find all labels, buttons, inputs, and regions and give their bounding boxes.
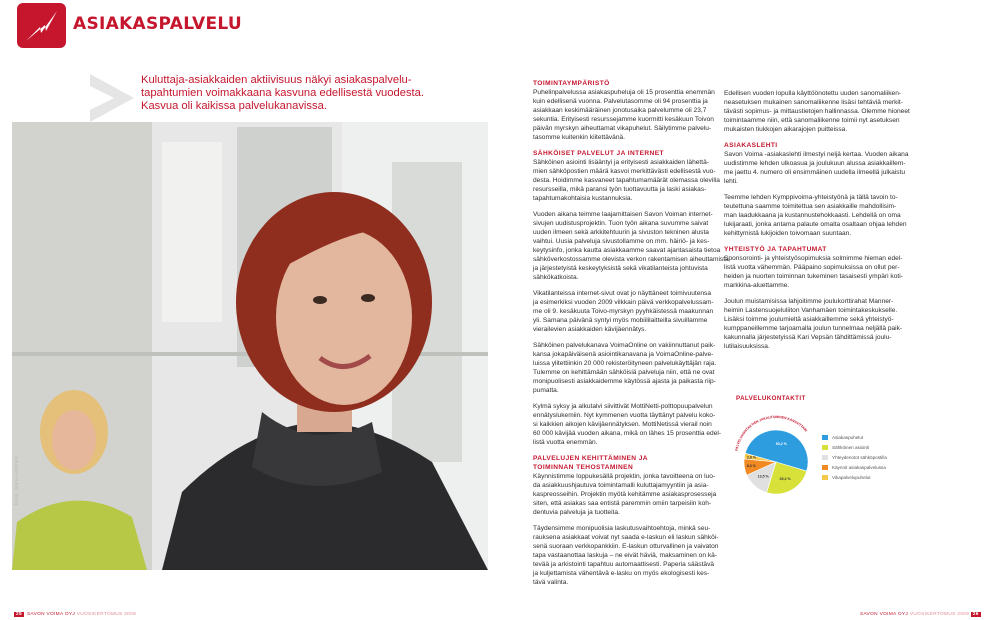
footer-report: VUOSIKERTOMUS 2009 [909,612,970,617]
text-line: uudistimme lehden ulkoasua ja joulukuun alussa asiakkaillem- [724,160,906,167]
pie-slice-label: 13,5 % [757,474,769,479]
text-line: Kylmä syksy ja alkutalvi siivittivät MottiNetti-polttopuupalvelun [533,403,713,410]
text-line: kuin edellisenä vuonna. Palvelutasomme oli 94 prosenttia ja [533,98,708,105]
text-line: Puhelinpalvelussa asiakaspuheluja oli 15 prosenttia enemmän [533,89,715,96]
text-line: kumppaneillemme tarjoamalla joulun tunnelmaa neljällä paik- [724,325,903,332]
text-line: tapahtumakohtaisia kustannuksia. [533,195,633,202]
legend-item [822,432,887,442]
legend-item [822,442,887,452]
legend-label: Asiakaspuhelut [832,434,864,440]
text-line: pumatta. [533,387,559,394]
paragraph [533,402,722,447]
text-line: mien sähköpostien määrä kasvoi merkittävästi edellisestä vuo- [533,168,716,175]
heading-palvelujen-kehittaminen: PALVELUJEN KEHITTÄMINEN JA [533,455,648,462]
pie-chart [731,412,821,502]
text-line: desta. Hoidimme kasvaneet tapahtumamäärät olemassa olevilla [533,177,720,184]
heading-asiakaslehti: ASIAKASLEHTI [724,142,778,149]
text-line: Käynnistimme loppukesällä projektin, jonka tavoitteena on luo- [533,473,716,480]
lead-line: Kasvua oli kaikissa palvelukanavissa. [141,100,327,112]
section-title: ASIAKASPALVELU [73,14,243,34]
legend-item [822,472,887,482]
page-number: 26 [972,612,979,617]
text-line: sekuntia. Erityisesti resurssejamme kuormitti kesäkuun Toivon [533,116,714,123]
paragraph [724,254,914,290]
text-line: me oli 9. kesäkuuta Toivo-myrskyn pyyhkäistessä maakunnan [533,308,714,315]
chevron-graphic [88,72,136,124]
heading-sahkoiset-palvelut: SÄHKÖISET PALVELUT JA INTERNET [533,150,664,157]
text-line: sähköverkostossamme olevista verkon rakentamisen aiheuttamista [533,256,729,263]
text-line: Teemme lehden Kymppivoima-yhteistyönä ja tällä tavoin to- [724,194,898,201]
text-line: ja kuljettamista vähentävä e-lasku on myös ekologisesti kes- [533,570,710,577]
lead-line: Kuluttaja-asiakkaiden aktiivisuus näkyi asiakaspalvelu- [141,74,412,86]
lead-line: tapahtumien voimakkaana kasvuna edellisestä vuodesta. [141,87,424,99]
text-line: heimin Lastensuojeluliiton Vanhamäen toimintakeskukselle. [724,307,898,314]
text-line: resursseilla, mikä paransi työn tuottavuutta ja laski asiakas- [533,186,707,193]
legend-label: Yhteydenotot sähköpostilla [832,454,887,460]
paragraph [533,289,718,334]
text-line: kakunnalla järjestetyissä Kari Vepsän tähdittämissä joulu- [724,334,892,341]
text-line: Vikatilanteissa internet-sivut ovat jo näyttäneet toimivuutensa [533,290,712,297]
paragraph [533,524,718,587]
pie-slice-label: 2,8 % [746,455,757,460]
footer-left [14,612,136,617]
legend-swatch [822,475,828,480]
text-line: Sähköinen palvelukanava VoimaOnline on vakiinnuttanut paik- [533,342,716,349]
text-line: monipuolisesti asiakkaidemme käytössä ajasta ja paikasta riip- [533,378,716,385]
text-line: tapa vastaanottaa laskuja – ne eivät häviä, maksaminen on kä- [533,552,718,559]
text-line: vierailevien asiakkaiden kävijäennätys. [533,326,647,333]
text-line: Tulemme on kehittämään sähköisiä palveluja niin, että ne ovat [533,369,715,376]
text-line: tävästi sopimus- ja mittaustietojen hallinnassa. Olemme hioneet [724,108,910,115]
paragraph [724,297,914,351]
text-line: si kaikkien aikojen kävijäennätyksen. MottiNetissä vierail noin [533,421,712,428]
text-line: dentuvia palveluja ja tuotteita. [533,509,620,516]
text-line: luissa ylitettiinkin 20 000 rekisteröityneen palvelukäyttäjän raja. [533,360,717,367]
text-line: ja esimerkiksi vuoden 2009 vilkkain päivä verkkopalvelussam- [533,299,714,306]
paragraph [724,89,914,134]
text-line: siten, että asiakas saa entistä paremmin omiin tarpeisiin koh- [533,500,712,507]
text-column-1 [533,79,729,594]
legend-swatch [822,445,828,450]
text-line: tasomme kuitenkin kiitettävänä. [533,134,625,141]
company-logo [17,3,66,48]
paragraph [533,210,729,282]
text-line: yli. Samana päivänä syntyi myös mobiililaitteilla sivuillamme [533,317,708,324]
text-line: keytysinfo, jonka kautta asiakkaamme saavat ajantasaista tietoa [533,247,721,254]
text-line: markkina-aluettamme. [724,282,790,289]
heading-toiminnan-tehostaminen: TOIMINNAN TEHOSTAMINEN [533,464,634,471]
text-line: Edellisen vuoden lopulla käyttöönotettu uuden sanomaliiken- [724,90,902,97]
paragraph [533,158,718,203]
text-column-2 [724,89,914,358]
text-line: listä vuotta vähemmän. Pääpaino sopimuksissa on ollut per- [724,264,900,271]
heading-toimintaymparisto: TOIMINTAYMPÄRISTÖ [533,80,610,87]
text-line: senä suoraan verkkopankkiin. E-laskun otturvallinen ja vaivaton [533,543,719,550]
paragraph [533,341,718,395]
text-line: lukijaraati, jonka antama palaute omalta osaltaan ohjaa lehden [724,221,907,228]
text-line: da asiakkuushjautuva toimintamalli kuluttajamyyntiin ja asia- [533,482,709,489]
text-line: ennätyslukemiin. Nyt kymmenen vuotta täyttänyt palvelu koko- [533,412,716,419]
paragraph [533,472,718,517]
text-line: Lisäksi toimme joulumieltä asiakkaillemme sekä yhteistyö- [724,316,894,323]
text-line: Sponsorointi- ja yhteistyösopimuksia solmimme hieman edel- [724,255,903,262]
text-line: teutettuna saamme toimitettua sen asiakkaille mahdollisim- [724,203,897,210]
text-line: mukaisten tiukkojen aikarajojen puitteissa. [724,126,848,133]
text-line: sivujen uudistusprojektin. Tuon työn aikana suvumme saivat [533,220,709,227]
text-line: heiden ja nuorten toiminnan tukeminen tasaisesti ympäri koti- [724,273,903,280]
text-line: lutilaisuuksissa. [724,343,770,350]
pie-slice-label: 8,3 % [746,464,756,469]
photo-credit: Kuva: Jaana Lahtinen [14,456,20,505]
paragraph [724,150,914,186]
text-line: me jaettu 4. numero oli ensimmäinen uudella ilmeellä julkaistu [724,169,906,176]
text-line: Joulun muistamisissa lahjoitimme joulukorttirahat Manner- [724,298,894,305]
text-line: sähkökatkoista. [533,274,579,281]
text-line: toimintaamme niin, että sanomaliikenne toimii nyt asetuksen [724,117,900,124]
paragraph [533,88,718,142]
chart-subtitle-path: PALVELUKONTAKTIEN JAKAUTUMINEN KANAVITTAIN [734,414,809,452]
page-number: 25 [16,612,22,617]
text-line: tevää ja arkistointi tapahtuu automaattisesti. Paperia säästävä [533,561,715,568]
text-line: tävä valinta. [533,579,569,586]
legend-item [822,452,887,462]
text-line: kaspreosseihin. Projektin myötä kehitämme asiakasprosesseja [533,491,717,498]
pie-slice-label: 50,2 % [775,441,787,446]
text-line: kansa jokapäiväisenä asiointikanavana ja VoimaOnline-palve- [533,351,714,358]
legend-label: Vikapalvelupuhelut [832,474,871,480]
text-line: 60 000 kävijää vuoden aikana, mikä on lähes 15 prosenttia edel- [533,430,722,437]
text-line: listä vuotta enemmän. [533,439,598,446]
text-line: Vuoden aikana teimme laajamittaisen Savon Voiman internet- [533,211,713,218]
text-line: Sähköinen asiointi lisääntyi ja erityisesti asiakkaiden lähettä- [533,159,709,166]
chart-legend [822,432,887,482]
legend-label: Käynnit asiakaspalvelussa [832,464,886,470]
text-line: päivän myrskyn aiheuttamat vikapuhelut. Säilytimme palvelu- [533,125,712,132]
footer-report: VUOSIKERTOMUS 2009 [76,612,137,617]
text-line: asiakkaan keskimääräinen jonotusaika palvelumme oli 23,7 [533,107,707,114]
footer-company: SAVON VOIMA OYJ [860,612,909,617]
text-line: ja järjestetyistä keskeytyksistä sekä vikatilanteista johtuvista [533,265,708,272]
text-line: kehittymistä lukijoiden toivomaan suuntaan. [724,230,852,237]
text-line: Savon Voima -asiakaslehti ilmestyi neljä kertaa. Vuoden aikana [724,151,909,158]
legend-swatch [822,455,828,460]
legend-swatch [822,435,828,440]
text-line: uuden ilmeen sekä arkkitehtuurin ja sivuston tekninen alusta [533,229,709,236]
heading-yhteistyo: YHTEISTYÖ JA TAPAHTUMAT [724,246,827,253]
text-line: vaihtui. Uusia palveluja sivustollamme on mm. häiriö- ja kes- [533,238,710,245]
text-line: lehti. [724,178,738,185]
text-line: rauksena asiakkaat voivat nyt saada e-laskun eli laskun sähköi- [533,534,719,541]
text-line: man laadukkaana ja kustannustehokkaasti. Lehdellä on oma [724,212,901,219]
footer-right [860,612,984,617]
legend-item [822,462,887,472]
text-line: Täydensimme monipuolisia laskutusvaihtoehtoja, minkä seu- [533,525,711,532]
legend-swatch [822,465,828,470]
pie-slice-label: 25,2 % [779,477,791,482]
text-line: neasetuksen mukainen sanomaliikenne lisäsi tehtäviä merkit- [724,99,903,106]
paragraph [724,193,914,238]
legend-label: Sähköinen asiointi [832,444,870,450]
pie-slices [744,430,808,494]
footer-company: SAVON VOIMA OYJ [26,612,76,617]
chart-title: PALVELUKONTAKTIT [736,395,806,402]
lead-text [141,74,471,113]
portrait-photo [12,122,488,570]
